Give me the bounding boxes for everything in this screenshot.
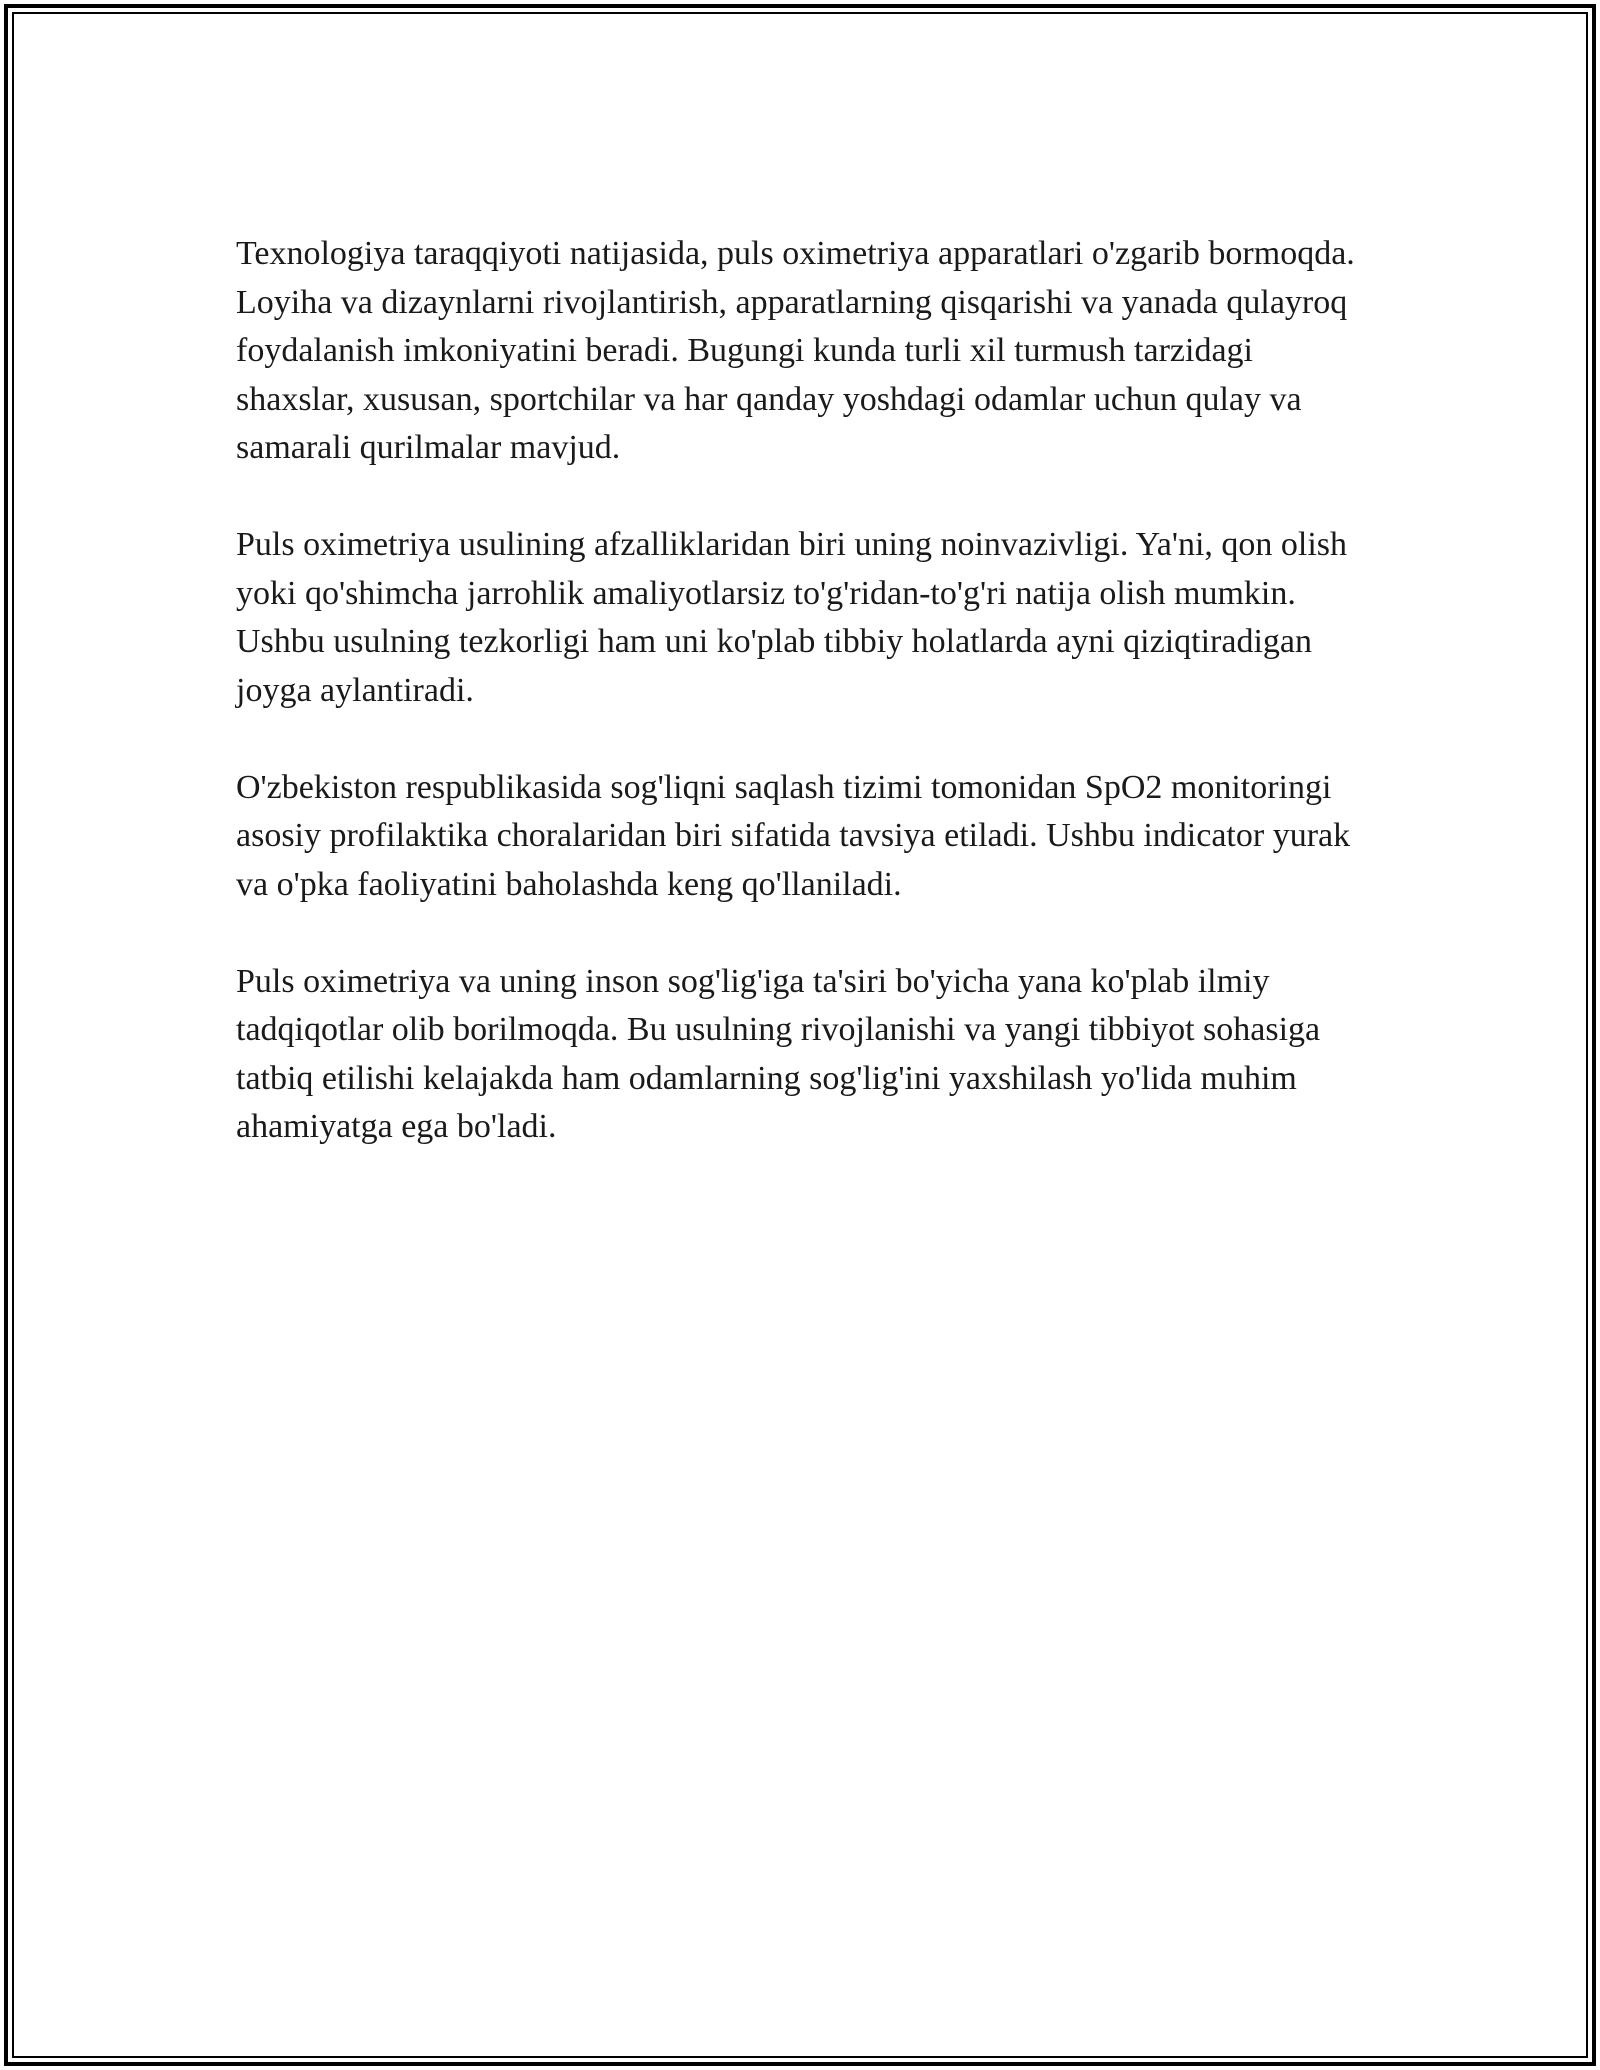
paragraph-1: Texnologiya taraqqiyoti natijasida, puls oximetriya apparatlari o'zgarib bormoqda. Loyiha va dizaynlarni rivojlantirish, apparatlarning qisqarishi va yanada qulayroq foydalanish imkoniyatini beradi. Bugungi kunda turli xil turmush tarzidagi shaxslar, xususan, sportchilar va har qanday yoshdagi odamlar uchun qulay va samarali qurilmalar mavjud. — [236, 235, 1355, 466]
document-body — [236, 230, 1366, 1200]
paragraph-2: Puls oximetriya usulining afzalliklaridan biri uning noinvazivligi. Ya'ni, qon olish yoki qo'shimcha jarrohlik amaliyotlarsiz to'g'ridan-to'g'ri natija olish mumkin. Ushbu usulning tezkorligi ham uni ko'plab tibbiy holatlarda ayni qiziqtiradigan joyga aylantiradi. — [236, 526, 1348, 709]
paragraph-3: O'zbekiston respublikasida sog'liqni saqlash tizimi tomonidan SpO2 monitoringi asosiy profilaktika choralaridan biri sifatida tavsiya etiladi. Ushbu indicator yurak va o'pka faoliyatini baholashda keng qo'llaniladi. — [236, 768, 1351, 903]
paragraph-4: Puls oximetriya va uning inson sog'lig'iga ta'siri bo'yicha yana ko'plab ilmiy tadqiqotlar olib borilmoqda. Bu usulning rivojlanishi va yangi tibbiyot sohasiga tatbiq etilishi kelajakda ham odamlarning sog'lig'ini yaxshilash yo'lida muhim ahamiyatga ega bo'ladi. — [236, 962, 1321, 1145]
